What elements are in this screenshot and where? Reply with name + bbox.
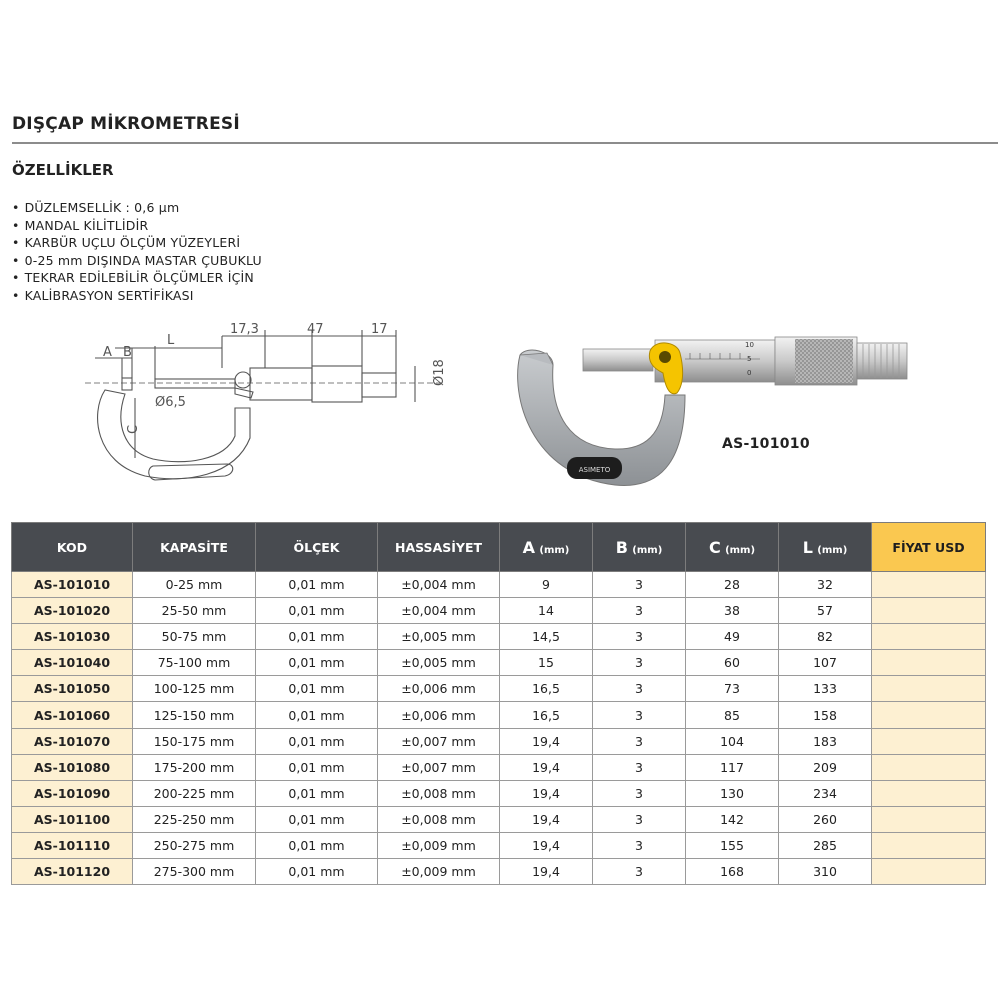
cell-b: 3: [593, 859, 686, 885]
cell-fiyat: [872, 728, 986, 754]
cell-kapasite: 50-75 mm: [133, 624, 256, 650]
cell-hassasiyet: ±0,009 mm: [378, 859, 500, 885]
cell-b: 3: [593, 650, 686, 676]
cell-c: 73: [686, 676, 779, 702]
cell-l: 310: [779, 859, 872, 885]
product-photo: [505, 335, 910, 495]
product-code: AS-101010: [722, 436, 810, 452]
cell-olcek: 0,01 mm: [256, 676, 378, 702]
cell-c: 130: [686, 780, 779, 806]
cell-hassasiyet: ±0,004 mm: [378, 598, 500, 624]
cell-l: 57: [779, 598, 872, 624]
cell-kapasite: 100-125 mm: [133, 676, 256, 702]
col-a: [500, 523, 593, 572]
table-row: [12, 806, 986, 832]
cell-kod: AS-101030: [12, 624, 133, 650]
cell-hassasiyet: ±0,008 mm: [378, 780, 500, 806]
cell-l: 234: [779, 780, 872, 806]
cell-olcek: 0,01 mm: [256, 859, 378, 885]
cell-hassasiyet: ±0,006 mm: [378, 702, 500, 728]
cell-hassasiyet: ±0,004 mm: [378, 572, 500, 598]
dim-label-17-3: 17,3: [230, 322, 259, 337]
col-c: [686, 523, 779, 572]
cell-b: 3: [593, 780, 686, 806]
cell-b: 3: [593, 832, 686, 858]
cell-olcek: 0,01 mm: [256, 572, 378, 598]
cell-olcek: 0,01 mm: [256, 598, 378, 624]
cell-kapasite: 200-225 mm: [133, 780, 256, 806]
table-row: [12, 832, 986, 858]
cell-b: 3: [593, 598, 686, 624]
cell-b: 3: [593, 572, 686, 598]
cell-fiyat: [872, 624, 986, 650]
scale-mark-0: 0: [747, 369, 752, 377]
cell-hassasiyet: ±0,008 mm: [378, 806, 500, 832]
cell-kapasite: 75-100 mm: [133, 650, 256, 676]
table-header-row: [12, 523, 986, 572]
features-heading: ÖZELLİKLER: [12, 161, 114, 179]
cell-fiyat: [872, 859, 986, 885]
cell-olcek: 0,01 mm: [256, 832, 378, 858]
cell-l: 32: [779, 572, 872, 598]
table-row: [12, 728, 986, 754]
cell-fiyat: [872, 598, 986, 624]
cell-c: 104: [686, 728, 779, 754]
cell-fiyat: [872, 572, 986, 598]
col-a-label: A: [522, 537, 536, 557]
col-a-unit: (mm): [539, 544, 570, 556]
col-l-unit: (mm): [817, 544, 848, 556]
col-kod: KOD: [12, 523, 133, 572]
cell-l: 260: [779, 806, 872, 832]
cell-olcek: 0,01 mm: [256, 728, 378, 754]
cell-b: 3: [593, 702, 686, 728]
feature-item: • TEKRAR EDİLEBİLİR ÖLÇÜMLER İÇİN: [12, 269, 262, 287]
title-divider: [12, 142, 998, 144]
lock-lever: [649, 343, 682, 394]
col-l: [779, 523, 872, 572]
table-row: [12, 676, 986, 702]
dim-label-a: A: [103, 345, 112, 360]
cell-c: 168: [686, 859, 779, 885]
cell-a: 16,5: [500, 702, 593, 728]
spec-table-body: [12, 572, 986, 885]
cell-b: 3: [593, 624, 686, 650]
dim-label-spindle-dia: Ø6,5: [155, 395, 186, 410]
cell-l: 82: [779, 624, 872, 650]
cell-b: 3: [593, 728, 686, 754]
table-row: [12, 702, 986, 728]
feature-item: • KALİBRASYON SERTİFİKASI: [12, 287, 262, 305]
cell-c: 60: [686, 650, 779, 676]
cell-a: 19,4: [500, 754, 593, 780]
col-kapasite: KAPASİTE: [133, 523, 256, 572]
cell-fiyat: [872, 754, 986, 780]
table-row: [12, 598, 986, 624]
dim-label-c: C: [126, 424, 141, 434]
cell-kod: AS-101040: [12, 650, 133, 676]
cell-c: 117: [686, 754, 779, 780]
cell-kapasite: 125-150 mm: [133, 702, 256, 728]
cell-kapasite: 275-300 mm: [133, 859, 256, 885]
brand-name: ASIMETO: [578, 466, 611, 474]
dim-label-thimble-dia: Ø18: [432, 359, 447, 386]
cell-fiyat: [872, 806, 986, 832]
table-row: [12, 624, 986, 650]
dim-label-b: B: [123, 345, 132, 360]
cell-fiyat: [872, 702, 986, 728]
cell-b: 3: [593, 754, 686, 780]
cell-fiyat: [872, 780, 986, 806]
cell-olcek: 0,01 mm: [256, 650, 378, 676]
cell-c: 28: [686, 572, 779, 598]
cell-a: 19,4: [500, 806, 593, 832]
cell-l: 133: [779, 676, 872, 702]
col-b-unit: (mm): [632, 544, 663, 556]
cell-kapasite: 25-50 mm: [133, 598, 256, 624]
cell-a: 19,4: [500, 859, 593, 885]
cell-a: 19,4: [500, 728, 593, 754]
page-title: DIŞÇAP MİKROMETRESİ: [12, 114, 240, 134]
feature-item: • DÜZLEMSELLİK : 0,6 µm: [12, 199, 262, 217]
cell-a: 16,5: [500, 676, 593, 702]
cell-kod: AS-101020: [12, 598, 133, 624]
cell-l: 209: [779, 754, 872, 780]
col-olcek: ÖLÇEK: [256, 523, 378, 572]
dim-label-47: 47: [307, 322, 324, 337]
cell-olcek: 0,01 mm: [256, 806, 378, 832]
cell-kod: AS-101120: [12, 859, 133, 885]
table-row: [12, 859, 986, 885]
feature-item: • 0-25 mm DIŞINDA MASTAR ÇUBUKLU: [12, 252, 262, 270]
feature-item: • KARBÜR UÇLU ÖLÇÜM YÜZEYLERİ: [12, 234, 262, 252]
cell-kod: AS-101110: [12, 832, 133, 858]
cell-kod: AS-101060: [12, 702, 133, 728]
cell-fiyat: [872, 832, 986, 858]
feature-item: • MANDAL KİLİTLİDİR: [12, 217, 262, 235]
cell-kod: AS-101090: [12, 780, 133, 806]
cell-kod: AS-101100: [12, 806, 133, 832]
cell-kod: AS-101050: [12, 676, 133, 702]
cell-l: 285: [779, 832, 872, 858]
cell-kod: AS-101010: [12, 572, 133, 598]
cell-olcek: 0,01 mm: [256, 624, 378, 650]
cell-hassasiyet: ±0,007 mm: [378, 754, 500, 780]
cell-l: 183: [779, 728, 872, 754]
cell-c: 49: [686, 624, 779, 650]
scale-mark-10: 10: [745, 341, 754, 349]
dim-label-17: 17: [371, 322, 388, 337]
cell-kapasite: 0-25 mm: [133, 572, 256, 598]
table-row: [12, 780, 986, 806]
cell-kapasite: 175-200 mm: [133, 754, 256, 780]
cell-fiyat: [872, 650, 986, 676]
cell-kapasite: 225-250 mm: [133, 806, 256, 832]
table-row: [12, 754, 986, 780]
features-list: [12, 199, 262, 305]
col-fiyat: FİYAT USD: [872, 523, 986, 572]
cell-a: 14: [500, 598, 593, 624]
table-row: [12, 572, 986, 598]
col-l-label: L: [802, 537, 813, 557]
cell-hassasiyet: ±0,009 mm: [378, 832, 500, 858]
cell-hassasiyet: ±0,005 mm: [378, 650, 500, 676]
spec-table: [11, 522, 986, 885]
cell-kapasite: 150-175 mm: [133, 728, 256, 754]
cell-hassasiyet: ±0,005 mm: [378, 624, 500, 650]
cell-b: 3: [593, 806, 686, 832]
col-hassasiyet: HASSASİYET: [378, 523, 500, 572]
dim-label-l: L: [167, 333, 175, 348]
cell-a: 14,5: [500, 624, 593, 650]
cell-c: 85: [686, 702, 779, 728]
cell-a: 19,4: [500, 832, 593, 858]
col-c-label: C: [708, 537, 721, 557]
cell-kod: AS-101080: [12, 754, 133, 780]
cell-olcek: 0,01 mm: [256, 754, 378, 780]
cell-hassasiyet: ±0,006 mm: [378, 676, 500, 702]
scale-mark-5: 5: [747, 355, 752, 363]
col-b-label: B: [615, 537, 628, 557]
cell-kapasite: 250-275 mm: [133, 832, 256, 858]
col-b: [593, 523, 686, 572]
cell-olcek: 0,01 mm: [256, 780, 378, 806]
cell-c: 142: [686, 806, 779, 832]
cell-kod: AS-101070: [12, 728, 133, 754]
cell-fiyat: [872, 676, 986, 702]
cell-l: 158: [779, 702, 872, 728]
table-row: [12, 650, 986, 676]
cell-olcek: 0,01 mm: [256, 702, 378, 728]
cell-a: 9: [500, 572, 593, 598]
cell-a: 19,4: [500, 780, 593, 806]
cell-hassasiyet: ±0,007 mm: [378, 728, 500, 754]
cell-c: 38: [686, 598, 779, 624]
cell-c: 155: [686, 832, 779, 858]
cell-b: 3: [593, 676, 686, 702]
col-c-unit: (mm): [725, 544, 756, 556]
technical-drawing: [85, 318, 445, 498]
cell-l: 107: [779, 650, 872, 676]
cell-a: 15: [500, 650, 593, 676]
